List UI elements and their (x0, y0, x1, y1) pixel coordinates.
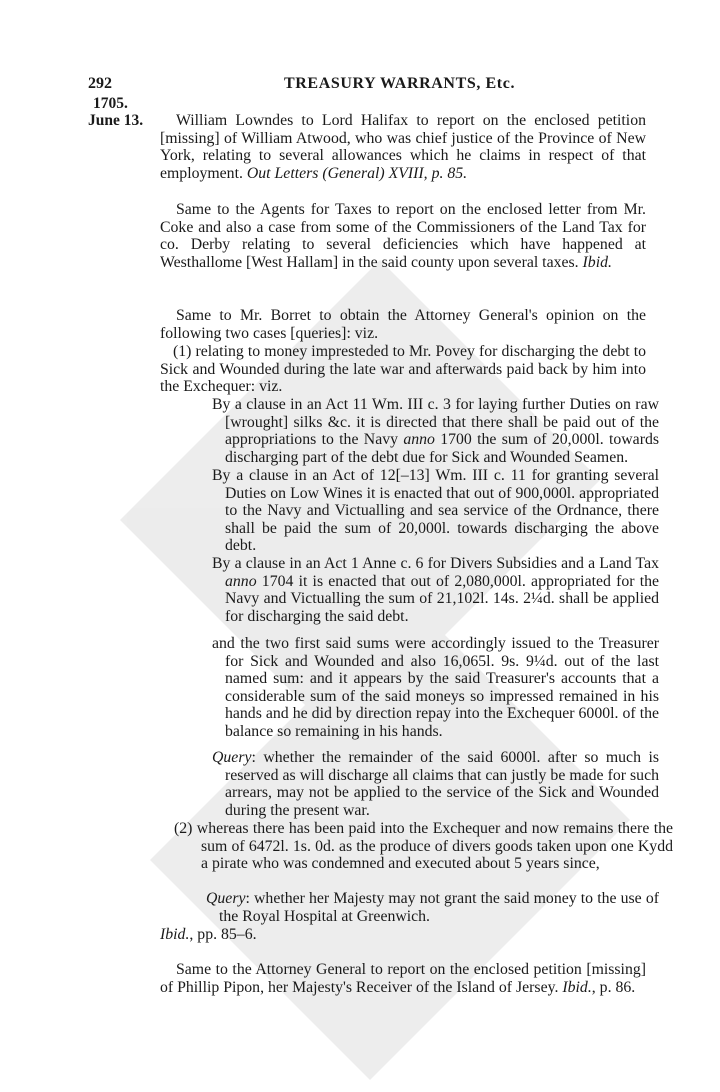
case-2-text: (2) whereas there has been paid into the Exchequer and now remains there the sum of 6472l. 1s. 0d. as the produce of divers goods taken upon one Kydd a pirate who was condemned and executed about 5 years since, (174, 820, 673, 873)
entry-pipon: Same to the Attorney General to report on the enclosed petition [missing] of Phillip Pipon, her Majesty's Receiver of the Island of Jersey. Ibid., p. 86. (160, 961, 646, 996)
entry-citation: Out Letters (General) XVIII, p. 85. (246, 164, 468, 182)
entry-atwood: William Lowndes to Lord Halifax to report on the enclosed petition [missing] of William Atwood, who was chief justice of the Province of New York, relating to several allowances which he claims in respect of that employment. Out Letters (General) XVIII, p. 85. (160, 112, 646, 182)
case-1-query: Query: whether the remainder of the said 6000l. after so much is reserved as will discharge all claims that can justly be made for such arrears, may not be applied to the service of the Sick and Wounded during the present war. (212, 749, 659, 819)
case-1-clause-4: and the two first said sums were accordingly issued to the Treasurer for Sick and Wounded and also 16,065l. 9s. 9¼d. out of the last named sum: and it appears by the said Treasurer's accounts that a considerable sum of the said moneys so impressed remained in his hands and he did by direction repay into the Exchequer 6000l. of the balance so remaining in his hands. (212, 635, 659, 740)
running-head: TREASURY WARRANTS, Etc. (284, 75, 516, 92)
case-2-query: Query: whether her Majesty may not grant the said money to the use of the Royal Hospital at Greenwich. (206, 890, 659, 925)
case-1-clause-2: By a clause in an Act of 12[–13] Wm. III c. 11 for granting several Duties on Low Wines it is enacted that out of 900,000l. appropriated to the Navy and Victualling and sea service of the Ordnance, there shall be paid the sum of 20,000l. towards discharging the above debt. (212, 467, 659, 555)
entry-borret: Same to Mr. Borret to obtain the Attorney General's opinion on the following two cases [queries]: viz. (160, 307, 646, 342)
margin-year: 1705. (93, 95, 128, 112)
margin-date: June 13. (88, 112, 144, 129)
case-2-citation: Ibid., pp. 85–6. (160, 926, 257, 943)
entry-agents-for-taxes: Same to the Agents for Taxes to report on the enclosed letter from Mr. Coke and also a case from some of the Commissioners of the Land Tax for co. Derby relating to several deficiencies which have happened at Westhallome [West Hallam] in the said county upon several taxes. Ibid. (160, 201, 646, 271)
page-number: 292 (88, 75, 112, 92)
case-1-intro: (1) relating to money impresteded to Mr. Povey for discharging the debt to Sick and Wounded during the late war and afterwards paid back by him into the Exchequer: viz. (160, 343, 646, 396)
entry-citation: Ibid. (582, 253, 612, 271)
case-1-clause-3: By a clause in an Act 1 Anne c. 6 for Divers Subsidies and a Land Tax anno 1704 it is enacted that out of 2,080,000l. appropriated for the Navy and Victualling the sum of 21,102l. 14s. 2¼d. shall be applied for discharging the said debt. (212, 555, 659, 625)
case-1-clause-1: By a clause in an Act 11 Wm. III c. 3 for laying further Duties on raw [wrought] silks &c. it is directed that there shall be paid out of the appropriations to the Navy anno 1700 the sum of 20,000l. towards discharging part of the debt due for Sick and Wounded Seamen. (212, 396, 659, 466)
